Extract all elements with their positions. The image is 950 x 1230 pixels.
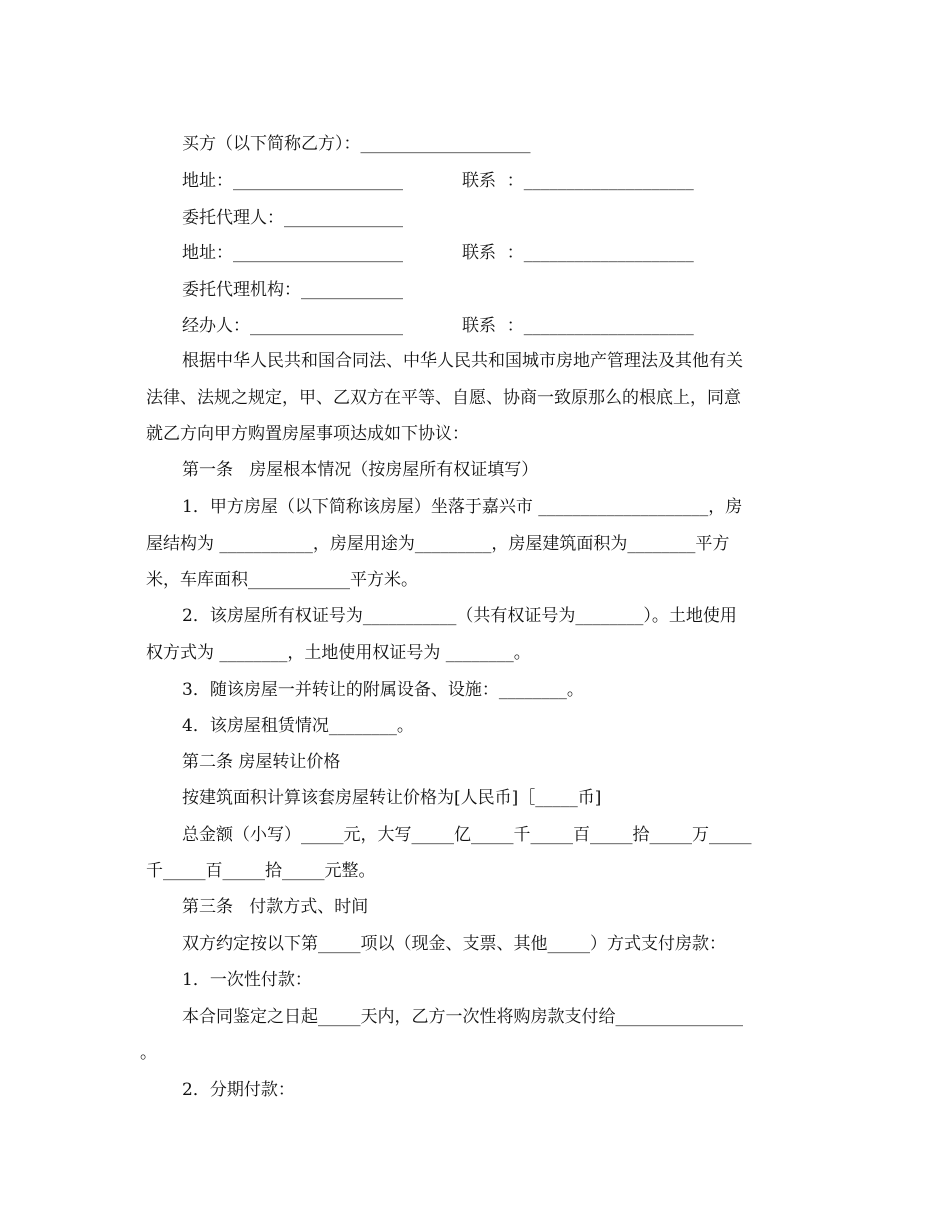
article-3-item-2: 2．分期付款： (182, 1080, 295, 1100)
article-2-price: 按建筑面积计算该套房屋转让价格为[人民币]［_____币] (182, 788, 602, 808)
preamble-text: 就乙方向甲方购置房屋事项达成如下协议： (146, 424, 469, 444)
article-2-total: 千_____百_____拾_____元整。 (146, 861, 376, 881)
article-1-item-1: 米，车库面积____________平方米。 (146, 570, 418, 590)
article-3-item-1-text: 本合同鉴定之日起_____天内，乙方一次性将购房款支付给_______________ (182, 1007, 743, 1027)
handler-line: 经办人：__________________ (182, 316, 403, 336)
article-1-item-3: 3．随该房屋一并转让的附属设备、设施：________。 (182, 680, 584, 700)
preamble-text: 法律、法规之规定，甲、乙双方在平等、自愿、协商一致原那么的根底上，同意 (146, 388, 741, 408)
article-3-item-1: 1．一次性付款： (182, 970, 312, 990)
article-1-item-4: 4．该房屋租赁情况________。 (182, 716, 414, 736)
article-2-title: 第二条 房屋转让价格 (182, 752, 341, 772)
agency-line: 委托代理机构：____________ (182, 280, 403, 300)
buyer-line: 买方（以下简称乙方）：____________________ (182, 134, 531, 154)
contact-line: 联系 ：____________________ (462, 243, 694, 263)
article-2-total: 总金额（小写）_____元，大写_____亿_____千_____百_____拾_____万_____ (182, 825, 752, 845)
address-line: 地址：____________________ (182, 171, 403, 191)
article-3-title: 第三条 付款方式、时间 (182, 897, 369, 917)
article-1-title: 第一条 房屋根本情况（按房屋所有权证填写） (182, 460, 539, 480)
agent-line: 委托代理人：______________ (182, 208, 403, 228)
article-3-item-1-text: 。 (140, 1043, 157, 1063)
article-1-item-1: 1．甲方房屋（以下简称该房屋）坐落于嘉兴市 ____________________，房 (182, 497, 743, 517)
contact-line: 联系 ：____________________ (462, 171, 694, 191)
contact-line: 联系 ：____________________ (462, 316, 694, 336)
article-1-item-1: 屋结构为 ___________，房屋用途为_________，房屋建筑面积为________平方 (146, 534, 730, 554)
address-line: 地址：____________________ (182, 243, 403, 263)
article-1-item-2: 权方式为 ________，土地使用权证号为 ________。 (146, 643, 531, 663)
article-1-item-2: 2．该房屋所有权证号为___________（共有权证号为________）。土地使用 (182, 606, 737, 626)
preamble-text: 根据中华人民共和国合同法、中华人民共和国城市房地产管理法及其他有关 (182, 351, 743, 371)
article-3-method: 双方约定按以下第_____项以（现金、支票、其他_____）方式支付房款： (182, 934, 726, 954)
